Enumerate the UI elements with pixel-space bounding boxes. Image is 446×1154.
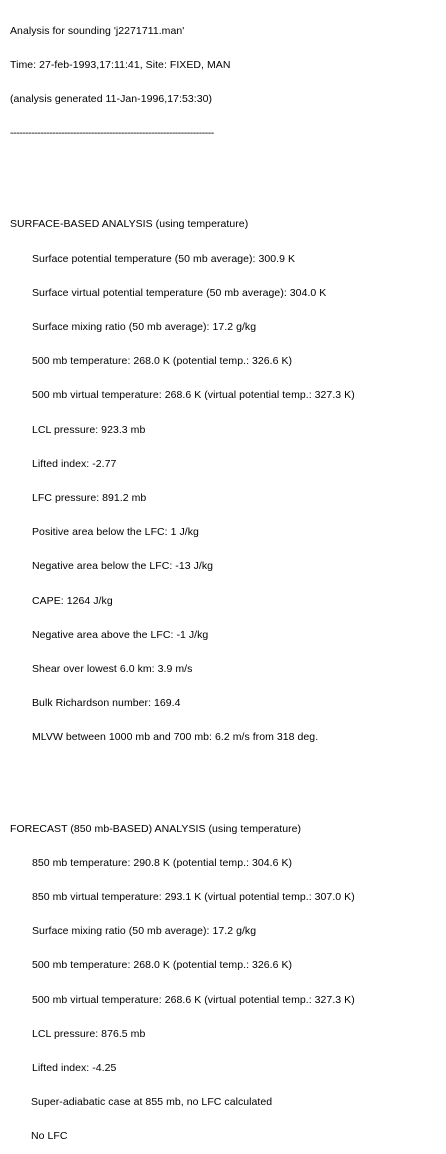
surface-line: Negative area above the LFC: -1 J/kg	[32, 628, 209, 641]
surface-line: MLVW between 1000 mb and 700 mb: 6.2 m/s from 318 deg.	[32, 731, 319, 744]
surface-line: Surface virtual potential temperature (50 mb average): 304.0 K	[32, 286, 327, 299]
report-time-site: Time: 27-feb-1993,17:11:41, Site: FIXED, MAN	[10, 59, 231, 72]
section-spacer	[10, 778, 442, 789]
forecast-section-title: FORECAST (850 mb-BASED) ANALYSIS (using temperature)	[10, 822, 302, 835]
surface-line: Bulk Richardson number: 169.4	[32, 697, 181, 710]
surface-line: Positive area below the LFC: 1 J/kg	[32, 526, 199, 539]
surface-line: 500 mb virtual temperature: 268.6 K (virtual potential temp.: 327.3 K)	[32, 389, 355, 402]
surface-line: LFC pressure: 891.2 mb	[32, 492, 147, 505]
surface-line: Shear over lowest 6.0 km: 3.9 m/s	[32, 663, 193, 676]
forecast-line: LCL pressure: 876.5 mb	[32, 1027, 146, 1040]
surface-line: Lifted index: -2.77	[32, 457, 117, 470]
surface-section-title: SURFACE-BASED ANALYSIS (using temperature)	[10, 218, 249, 231]
report-generated: (analysis generated 11-Jan-1996,17:53:30)	[10, 93, 213, 106]
header-divider: --------------------------------------------------------------------	[10, 127, 214, 140]
surface-line: 500 mb temperature: 268.0 K (potential temp.: 326.6 K)	[32, 355, 293, 368]
section-spacer	[10, 174, 442, 185]
sounding-analysis-report	[10, 3, 442, 1154]
forecast-line: Surface mixing ratio (50 mb average): 17.2 g/kg	[32, 925, 257, 938]
forecast-note: Super-adiabatic case at 855 mb, no LFC calculated	[31, 1096, 273, 1109]
forecast-line: 850 mb temperature: 290.8 K (potential temp.: 304.6 K)	[32, 856, 293, 869]
surface-line: Negative area below the LFC: -13 J/kg	[32, 560, 214, 573]
forecast-line: 500 mb virtual temperature: 268.6 K (virtual potential temp.: 327.3 K)	[32, 993, 355, 1006]
report-title: Analysis for sounding 'j2271711.man'	[10, 24, 185, 37]
surface-line: Surface potential temperature (50 mb average): 300.9 K	[32, 252, 296, 265]
forecast-line: 500 mb temperature: 268.0 K (potential temp.: 326.6 K)	[32, 959, 293, 972]
forecast-note: No LFC	[31, 1130, 68, 1143]
forecast-line: Lifted index: -4.25	[32, 1061, 117, 1074]
surface-line: Surface mixing ratio (50 mb average): 17.2 g/kg	[32, 321, 257, 334]
surface-line: CAPE: 1264 J/kg	[32, 594, 113, 607]
surface-line: LCL pressure: 923.3 mb	[32, 423, 146, 436]
forecast-line: 850 mb virtual temperature: 293.1 K (virtual potential temp.: 307.0 K)	[32, 890, 355, 903]
